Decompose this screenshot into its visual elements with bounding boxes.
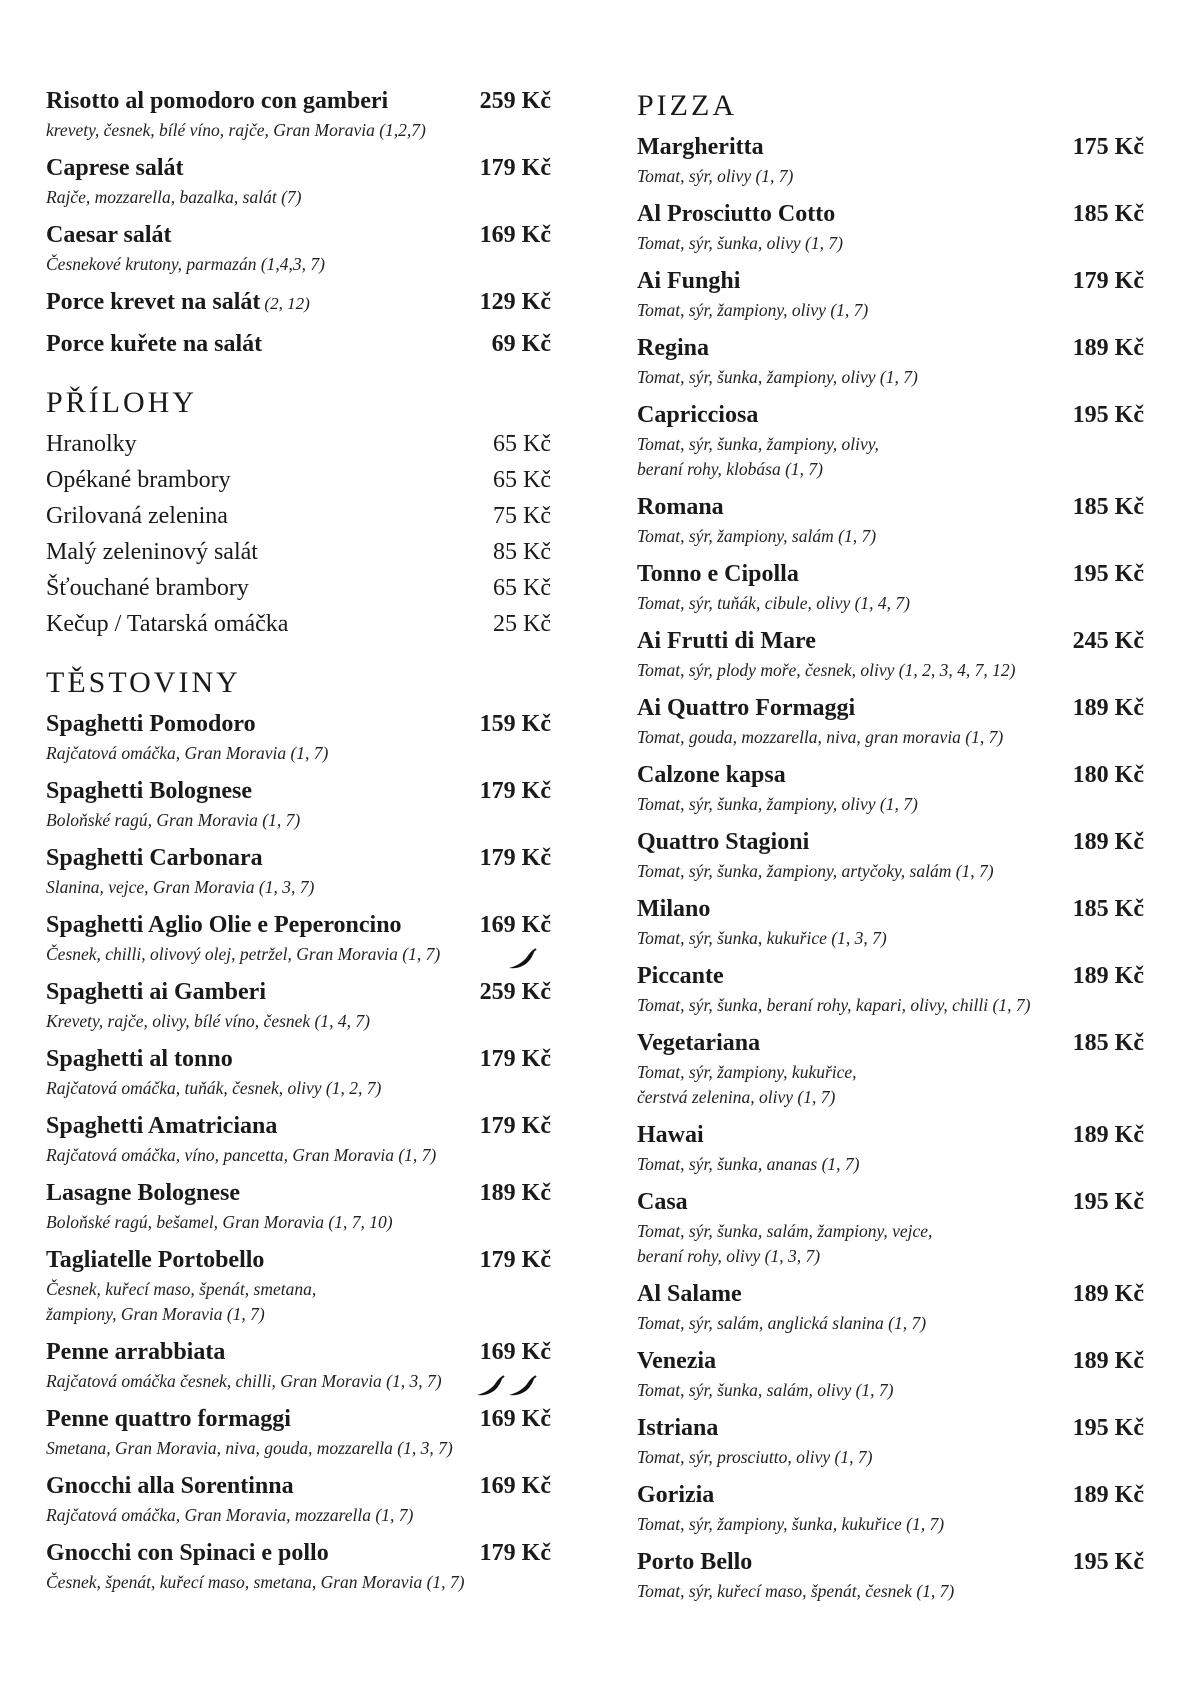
- section-title: PIZZA: [637, 89, 737, 122]
- menu-item-description: Tomat, sýr, šunka, žampiony, olivy (1, 7): [637, 794, 918, 814]
- menu-item-name: Hranolky: [46, 431, 137, 457]
- menu-item-price: 189 Kč: [1072, 963, 1144, 989]
- menu-item: [637, 1346, 1144, 1403]
- menu-item-price: 189 Kč: [1072, 1281, 1144, 1307]
- menu-item: [46, 501, 551, 533]
- menu-item-name: Penne quattro formaggi: [46, 1406, 291, 1432]
- menu-item-description: Tomat, sýr, žampiony, olivy (1, 7): [637, 300, 869, 320]
- menu-item-header: [637, 1413, 1144, 1445]
- menu-item-header: [637, 492, 1144, 524]
- menu-item-header: [637, 1120, 1144, 1152]
- menu-item: [637, 626, 1144, 683]
- menu-item-description: Tomat, sýr, šunka, beraní rohy, kapari, olivy, chilli (1, 7): [637, 995, 1031, 1015]
- menu-item-header: [46, 287, 551, 319]
- menu-item: [46, 843, 551, 900]
- menu-item-header: [46, 910, 551, 942]
- menu-item: [637, 199, 1144, 256]
- menu-item-price: 189 Kč: [479, 1180, 551, 1206]
- menu-item-description: Tomat, sýr, salám, anglická slanina (1, 7): [637, 1313, 927, 1333]
- menu-item: [46, 977, 551, 1034]
- menu-item-price: 65 Kč: [493, 575, 551, 601]
- menu-item-name: Quattro Stagioni: [637, 829, 810, 855]
- menu-item-allergens: (2, 12): [264, 294, 310, 313]
- menu-item-header: [637, 1480, 1144, 1512]
- menu-item-price: 179 Kč: [479, 1113, 551, 1139]
- menu-item-header: [46, 1111, 551, 1143]
- menu-item-name: Al Prosciutto Cotto: [637, 201, 836, 227]
- menu-item-price: 195 Kč: [1072, 1549, 1144, 1575]
- menu-item-header: [637, 1028, 1144, 1060]
- menu-item-header: [46, 1337, 551, 1369]
- menu-item-price: 185 Kč: [1072, 494, 1144, 520]
- menu-left-column: [46, 86, 551, 1617]
- chili-pepper-icon: [507, 948, 537, 970]
- menu-item: [46, 1245, 551, 1327]
- menu-item: [46, 1337, 551, 1394]
- menu-item: [46, 537, 551, 569]
- menu-item-description: Tomat, sýr, šunka, žampiony, olivy, beraní rohy, klobása (1, 7): [637, 434, 879, 479]
- menu-item-price: 69 Kč: [491, 331, 551, 357]
- menu-item-description: Tomat, sýr, šunka, žampiony, olivy (1, 7): [637, 367, 918, 387]
- menu-item-header: [46, 153, 551, 185]
- menu-item-price: 179 Kč: [479, 1247, 551, 1273]
- menu-item-description: Rajčatová omáčka, víno, pancetta, Gran Moravia (1, 7): [46, 1145, 437, 1165]
- menu-item-header: [637, 1547, 1144, 1579]
- menu-item-price: 179 Kč: [479, 845, 551, 871]
- menu-item-header: [637, 1346, 1144, 1378]
- menu-item-header: [46, 609, 551, 641]
- menu-item-description: Tomat, sýr, olivy (1, 7): [637, 166, 794, 186]
- menu-item-price: 259 Kč: [479, 88, 551, 114]
- section-items: [637, 132, 1144, 1604]
- menu-item-name: Venezia: [637, 1348, 717, 1374]
- menu-item-price: 189 Kč: [1072, 1348, 1144, 1374]
- menu-item: [46, 1044, 551, 1101]
- menu-item: [46, 910, 551, 967]
- menu-item-header: [637, 1187, 1144, 1219]
- menu-item-name: Kečup / Tatarská omáčka: [46, 611, 289, 637]
- menu-item-description: Rajčatová omáčka česnek, chilli, Gran Moravia (1, 3, 7): [46, 1371, 442, 1391]
- menu-item-price: 195 Kč: [1072, 561, 1144, 587]
- menu-item-price: 169 Kč: [479, 1339, 551, 1365]
- menu-item-header: [46, 573, 551, 605]
- menu-item: [46, 287, 551, 319]
- menu-item: [46, 1538, 551, 1595]
- menu-item-name: Al Salame: [637, 1281, 742, 1307]
- menu-item-name: Malý zeleninový salát: [46, 539, 258, 565]
- menu-item-description: Tomat, sýr, žampiony, šunka, kukuřice (1, 7): [637, 1514, 945, 1534]
- menu-item-description: Tomat, sýr, šunka, žampiony, artyčoky, salám (1, 7): [637, 861, 994, 881]
- menu-item-description: Tomat, sýr, tuňák, cibule, olivy (1, 4, 7): [637, 593, 911, 613]
- menu-item-description: Slanina, vejce, Gran Moravia (1, 3, 7): [46, 877, 315, 897]
- menu-item-header: [46, 776, 551, 808]
- menu-item: [46, 776, 551, 833]
- menu-item: [637, 400, 1144, 482]
- menu-item-price: 159 Kč: [479, 711, 551, 737]
- menu-item-name: Milano: [637, 896, 711, 922]
- chili-pepper-icon: [507, 1375, 537, 1397]
- menu-item: [46, 1111, 551, 1168]
- menu-item-price: 179 Kč: [479, 1540, 551, 1566]
- menu-item: [637, 1279, 1144, 1336]
- menu-item-description: Rajče, mozzarella, bazalka, salát (7): [46, 187, 302, 207]
- menu-item-description: Rajčatová omáčka, Gran Moravia, mozzarella (1, 7): [46, 1505, 414, 1525]
- menu-item-description: Tomat, sýr, šunka, salám, olivy (1, 7): [637, 1380, 894, 1400]
- menu-item-header: [46, 1044, 551, 1076]
- menu-item-description: Rajčatová omáčka, Gran Moravia (1, 7): [46, 743, 329, 763]
- menu-item-name: Spaghetti Carbonara: [46, 845, 263, 871]
- menu-item-name: Spaghetti Pomodoro: [46, 711, 256, 737]
- menu-item-name: Ai Funghi: [637, 268, 741, 294]
- menu-item-price: 65 Kč: [493, 431, 551, 457]
- menu-item-name: Porto Bello: [637, 1549, 753, 1575]
- menu-item: [46, 1471, 551, 1528]
- menu-item: [637, 1028, 1144, 1110]
- section-title: TĚSTOVINY: [46, 666, 241, 699]
- menu-item-header: [46, 1245, 551, 1277]
- menu-item-description: Rajčatová omáčka, tuňák, česnek, olivy (1, 2, 7): [46, 1078, 382, 1098]
- menu-item-header: [46, 537, 551, 569]
- menu-item: [637, 132, 1144, 189]
- section-items: [46, 709, 551, 1595]
- section-items: [46, 86, 551, 361]
- menu-item-header: [46, 1538, 551, 1570]
- section-title: PŘÍLOHY: [46, 386, 198, 419]
- menu-item-description: Tomat, sýr, žampiony, salám (1, 7): [637, 526, 877, 546]
- menu-item-description: Tomat, sýr, prosciutto, olivy (1, 7): [637, 1447, 873, 1467]
- menu-item: [637, 894, 1144, 951]
- menu-section: [46, 663, 551, 1595]
- menu-item: [637, 266, 1144, 323]
- menu-item-price: 169 Kč: [479, 1473, 551, 1499]
- menu-item-price: 195 Kč: [1072, 1415, 1144, 1441]
- menu-item-name: Caesar salát: [46, 222, 172, 248]
- menu-item-price: 129 Kč: [479, 289, 551, 315]
- menu-item-name: Tagliatelle Portobello: [46, 1247, 265, 1273]
- menu-item-price: 175 Kč: [1072, 134, 1144, 160]
- menu-item-description: Tomat, sýr, kuřecí maso, špenát, česnek (1, 7): [637, 1581, 955, 1601]
- menu-item-name: Spaghetti Amatriciana: [46, 1113, 278, 1139]
- menu-item-name: Calzone kapsa: [637, 762, 786, 788]
- menu-item-header: [637, 961, 1144, 993]
- menu-item-header: [637, 400, 1144, 432]
- menu-item-price: 85 Kč: [493, 539, 551, 565]
- menu-item-name: Romana: [637, 494, 724, 520]
- menu-item-header: [637, 559, 1144, 591]
- spicy-indicator: [475, 1375, 537, 1397]
- menu-item-price: 189 Kč: [1072, 335, 1144, 361]
- menu-item-name: Spaghetti ai Gamberi: [46, 979, 266, 1005]
- menu-item-name: Capricciosa: [637, 402, 759, 428]
- chili-pepper-icon: [475, 1375, 505, 1397]
- menu-item: [637, 827, 1144, 884]
- menu-item-price: 179 Kč: [1072, 268, 1144, 294]
- menu-item: [46, 709, 551, 766]
- menu-item-name: Penne arrabbiata: [46, 1339, 226, 1365]
- menu-item: [637, 1120, 1144, 1177]
- menu-item-price: 179 Kč: [479, 155, 551, 181]
- menu-item-name: Margheritta: [637, 134, 764, 160]
- menu-item-price: 179 Kč: [479, 1046, 551, 1072]
- menu-item-price: 189 Kč: [1072, 829, 1144, 855]
- menu-item: [637, 333, 1144, 390]
- menu-item-price: 185 Kč: [1072, 201, 1144, 227]
- menu-section: [46, 86, 551, 361]
- menu-item-price: 179 Kč: [479, 778, 551, 804]
- menu-item-name: Spaghetti Bolognese: [46, 778, 253, 804]
- menu-item: [637, 1413, 1144, 1470]
- menu-item-description: Tomat, sýr, šunka, olivy (1, 7): [637, 233, 843, 253]
- menu-item-description: Boloňské ragú, bešamel, Gran Moravia (1, 7, 10): [46, 1212, 393, 1232]
- menu-item: [637, 1187, 1144, 1269]
- menu-item-name: Caprese salát: [46, 155, 184, 181]
- menu-item-price: 189 Kč: [1072, 695, 1144, 721]
- menu-item-description: Tomat, sýr, šunka, kukuřice (1, 3, 7): [637, 928, 887, 948]
- menu-section: [637, 86, 1144, 1604]
- menu-item: [637, 1480, 1144, 1537]
- menu-item-description: Tomat, sýr, šunka, salám, žampiony, vejce, beraní rohy, olivy (1, 3, 7): [637, 1221, 933, 1266]
- menu-item-name: Piccante: [637, 963, 724, 989]
- menu-item: [637, 1547, 1144, 1604]
- menu-item-price: 189 Kč: [1072, 1482, 1144, 1508]
- menu-item: [46, 429, 551, 461]
- menu-item-header: [637, 693, 1144, 725]
- menu-item-name: Vegetariana: [637, 1030, 761, 1056]
- menu-item-name: Spaghetti al tonno: [46, 1046, 233, 1072]
- menu-item-name: Gnocchi con Spinaci e pollo: [46, 1540, 329, 1566]
- menu-item: [46, 1178, 551, 1235]
- menu-item-description: Smetana, Gran Moravia, niva, gouda, mozzarella (1, 3, 7): [46, 1438, 453, 1458]
- menu-item-name: Porce kuřete na salát: [46, 331, 263, 357]
- menu-section: [46, 383, 551, 641]
- menu-item-description: Česnek, chilli, olivový olej, petržel, Gran Moravia (1, 7): [46, 944, 441, 964]
- menu-item: [637, 760, 1144, 817]
- menu-item-description: Tomat, sýr, šunka, ananas (1, 7): [637, 1154, 860, 1174]
- menu-item-name: Šťouchané brambory: [46, 575, 249, 601]
- menu-right-column: [637, 86, 1144, 1626]
- menu-item-name: Hawai: [637, 1122, 704, 1148]
- menu-item-header: [46, 220, 551, 252]
- menu-item-price: 25 Kč: [493, 611, 551, 637]
- menu-item-price: 195 Kč: [1072, 1189, 1144, 1215]
- menu-item: [46, 153, 551, 210]
- menu-item: [46, 573, 551, 605]
- menu-item-header: [46, 1178, 551, 1210]
- menu-item: [46, 86, 551, 143]
- menu-item: [637, 559, 1144, 616]
- menu-item: [46, 329, 551, 361]
- menu-item-header: [46, 86, 551, 118]
- menu-item-header: [637, 1279, 1144, 1311]
- menu-item-description: Tomat, sýr, plody moře, česnek, olivy (1, 2, 3, 4, 7, 12): [637, 660, 1016, 680]
- menu-item-header: [46, 329, 551, 361]
- menu-item-price: 169 Kč: [479, 222, 551, 248]
- menu-item: [46, 609, 551, 641]
- menu-item-header: [46, 843, 551, 875]
- menu-item-price: 75 Kč: [493, 503, 551, 529]
- menu-item-name: Risotto al pomodoro con gamberi: [46, 88, 389, 114]
- menu-item-description: Boloňské ragú, Gran Moravia (1, 7): [46, 810, 301, 830]
- menu-item: [46, 465, 551, 497]
- menu-item-description: Tomat, sýr, žampiony, kukuřice, čerstvá zelenina, olivy (1, 7): [637, 1062, 857, 1107]
- menu-item-name: Regina: [637, 335, 709, 361]
- menu-item-header: [46, 465, 551, 497]
- menu-item-name: Gorizia: [637, 1482, 715, 1508]
- menu-item-header: [637, 266, 1144, 298]
- menu-item-description: krevety, česnek, bílé víno, rajče, Gran Moravia (1,2,7): [46, 120, 426, 140]
- menu-item-header: [46, 977, 551, 1009]
- menu-item-name: Porce krevet na salát (2, 12): [46, 289, 310, 315]
- menu-item-price: 169 Kč: [479, 1406, 551, 1432]
- menu-item-name: Casa: [637, 1189, 688, 1215]
- menu-item-description: Česnek, kuřecí maso, špenát, smetana, žampiony, Gran Moravia (1, 7): [46, 1279, 317, 1324]
- menu-item-description: Česnek, špenát, kuřecí maso, smetana, Gran Moravia (1, 7): [46, 1572, 465, 1592]
- menu-item-name: Lasagne Bolognese: [46, 1180, 241, 1206]
- menu-item-name: Ai Frutti di Mare: [637, 628, 816, 654]
- menu-item-price: 195 Kč: [1072, 402, 1144, 428]
- menu-item-header: [637, 626, 1144, 658]
- menu-item-description: Tomat, gouda, mozzarella, niva, gran moravia (1, 7): [637, 727, 1004, 747]
- menu-item-name: Tonno e Cipolla: [637, 561, 799, 587]
- menu-item-price: 185 Kč: [1072, 1030, 1144, 1056]
- menu-item-price: 245 Kč: [1072, 628, 1144, 654]
- menu-item-name: Spaghetti Aglio Olie e Peperoncino: [46, 912, 402, 938]
- menu-item-header: [637, 199, 1144, 231]
- menu-item-header: [46, 709, 551, 741]
- menu-item-header: [637, 827, 1144, 859]
- menu-item-name: Ai Quattro Formaggi: [637, 695, 856, 721]
- menu-item-price: 65 Kč: [493, 467, 551, 493]
- menu-item: [46, 220, 551, 277]
- menu-item-name: Grilovaná zelenina: [46, 503, 228, 529]
- menu-item-name: Gnocchi alla Sorentinna: [46, 1473, 294, 1499]
- menu-item-header: [637, 894, 1144, 926]
- menu-item-price: 259 Kč: [479, 979, 551, 1005]
- menu-item-header: [46, 429, 551, 461]
- menu-item-header: [637, 333, 1144, 365]
- menu-item-header: [46, 1471, 551, 1503]
- menu-item-price: 185 Kč: [1072, 896, 1144, 922]
- menu-item-description: Česnekové krutony, parmazán (1,4,3, 7): [46, 254, 325, 274]
- menu-item: [46, 1404, 551, 1461]
- menu-item-price: 180 Kč: [1072, 762, 1144, 788]
- menu-item-header: [637, 132, 1144, 164]
- section-items: [46, 429, 551, 641]
- menu-item-name: Istriana: [637, 1415, 719, 1441]
- menu-item-name: Opékané brambory: [46, 467, 231, 493]
- menu-item-header: [46, 501, 551, 533]
- menu-item-header: [637, 760, 1144, 792]
- menu-item-header: [46, 1404, 551, 1436]
- menu-item: [637, 693, 1144, 750]
- menu-item: [637, 961, 1144, 1018]
- menu-item-price: 189 Kč: [1072, 1122, 1144, 1148]
- menu-item: [637, 492, 1144, 549]
- menu-item-price: 169 Kč: [479, 912, 551, 938]
- menu-item-description: Krevety, rajče, olivy, bílé víno, česnek (1, 4, 7): [46, 1011, 370, 1031]
- spicy-indicator: [507, 948, 537, 970]
